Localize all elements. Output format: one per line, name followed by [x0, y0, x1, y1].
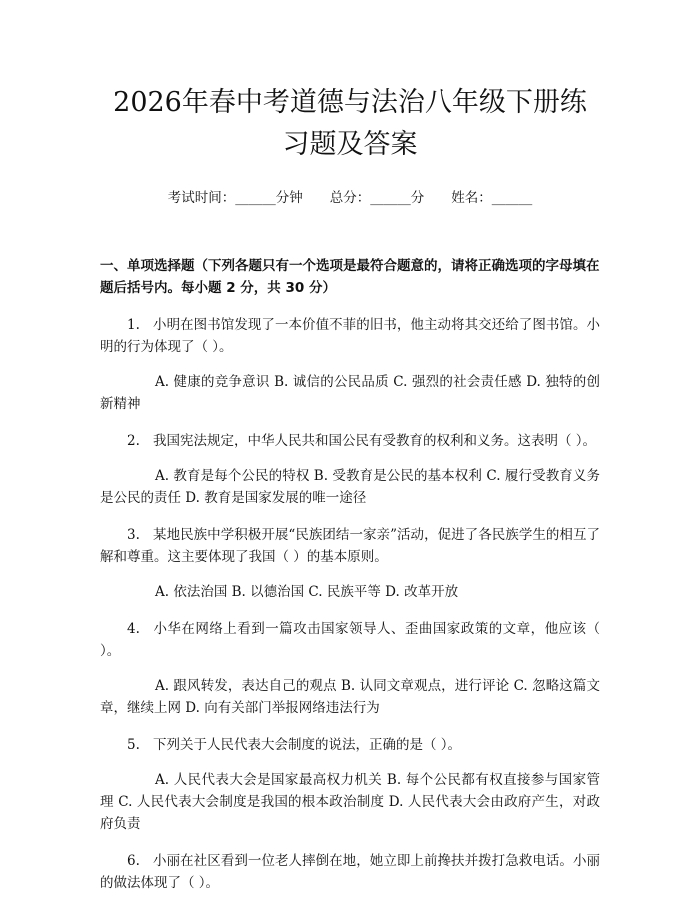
question-text: 某地民族中学积极开展“民族团结一家亲”活动，促进了各民族学生的相互了解和尊重。这主要体现了我国（ ）的基本原则。	[100, 527, 600, 565]
question-options: A. 依法治国 B. 以德治国 C. 民族平等 D. 改革开放	[155, 584, 459, 600]
question-text: 我国宪法规定，中华人民共和国公民有受教育的权利和义务。这表明（ ）。	[153, 433, 597, 449]
question-2	[100, 430, 600, 509]
question-options: A. 健康的竞争意识 B. 诚信的公民品质 C. 强烈的社会责任感 D. 独特的创新精神	[100, 374, 600, 412]
question-stem	[100, 734, 600, 756]
exam-meta-line: 考试时间：______分钟 总分：______分 姓名：______	[167, 190, 533, 206]
question-options: A. 教育是每个公民的特权 B. 受教育是公民的基本权利 C. 履行受教育义务是公民的责任 D. 教育是国家发展的唯一途径	[100, 468, 600, 506]
question-text: 小丽在社区看到一位老人摔倒在地，她立即上前搀扶并拨打急救电话。小丽的做法体现了（ ）。	[100, 853, 600, 891]
question-stem	[100, 850, 600, 894]
question-number: 4.	[127, 621, 140, 637]
question-number: 6.	[127, 853, 140, 869]
question-3	[100, 524, 600, 603]
question-4	[100, 618, 600, 719]
question-6	[100, 850, 600, 894]
question-1	[100, 314, 600, 415]
section-heading: 一、单项选择题（下列各题只有一个选项是最符合题意的，请将正确选项的字母填在题后括号内。每小题 2 分，共 30 分）	[100, 258, 600, 296]
question-number: 3.	[127, 527, 140, 543]
question-options: A. 跟风转发，表达自己的观点 B. 认同文章观点，进行评论 C. 忽略这篇文章，继续上网 D. 向有关部门举报网络违法行为	[100, 678, 600, 716]
question-stem	[100, 524, 600, 568]
question-stem	[100, 430, 600, 452]
question-5	[100, 734, 600, 835]
question-number: 2.	[127, 433, 140, 449]
question-text: 小华在网络上看到一篇攻击国家领导人、歪曲国家政策的文章，他应该（ ）。	[100, 621, 600, 659]
question-text: 小明在图书馆发现了一本价值不菲的旧书，他主动将其交还给了图书馆。小明的行为体现了（ ）。	[100, 317, 600, 355]
document-title: 2026年春中考道德与法治八年级下册练习题及答案	[113, 87, 587, 160]
question-options: A. 人民代表大会是国家最高权力机关 B. 每个公民都有权直接参与国家管理 C. 人民代表大会制度是我国的根本政治制度 D. 人民代表大会由政府产生，对政府负责	[100, 772, 600, 832]
question-number: 5.	[127, 737, 140, 753]
question-stem	[100, 618, 600, 662]
question-number: 1.	[127, 317, 140, 333]
question-text: 下列关于人民代表大会制度的说法，正确的是（ ）。	[153, 737, 462, 753]
question-stem	[100, 314, 600, 358]
